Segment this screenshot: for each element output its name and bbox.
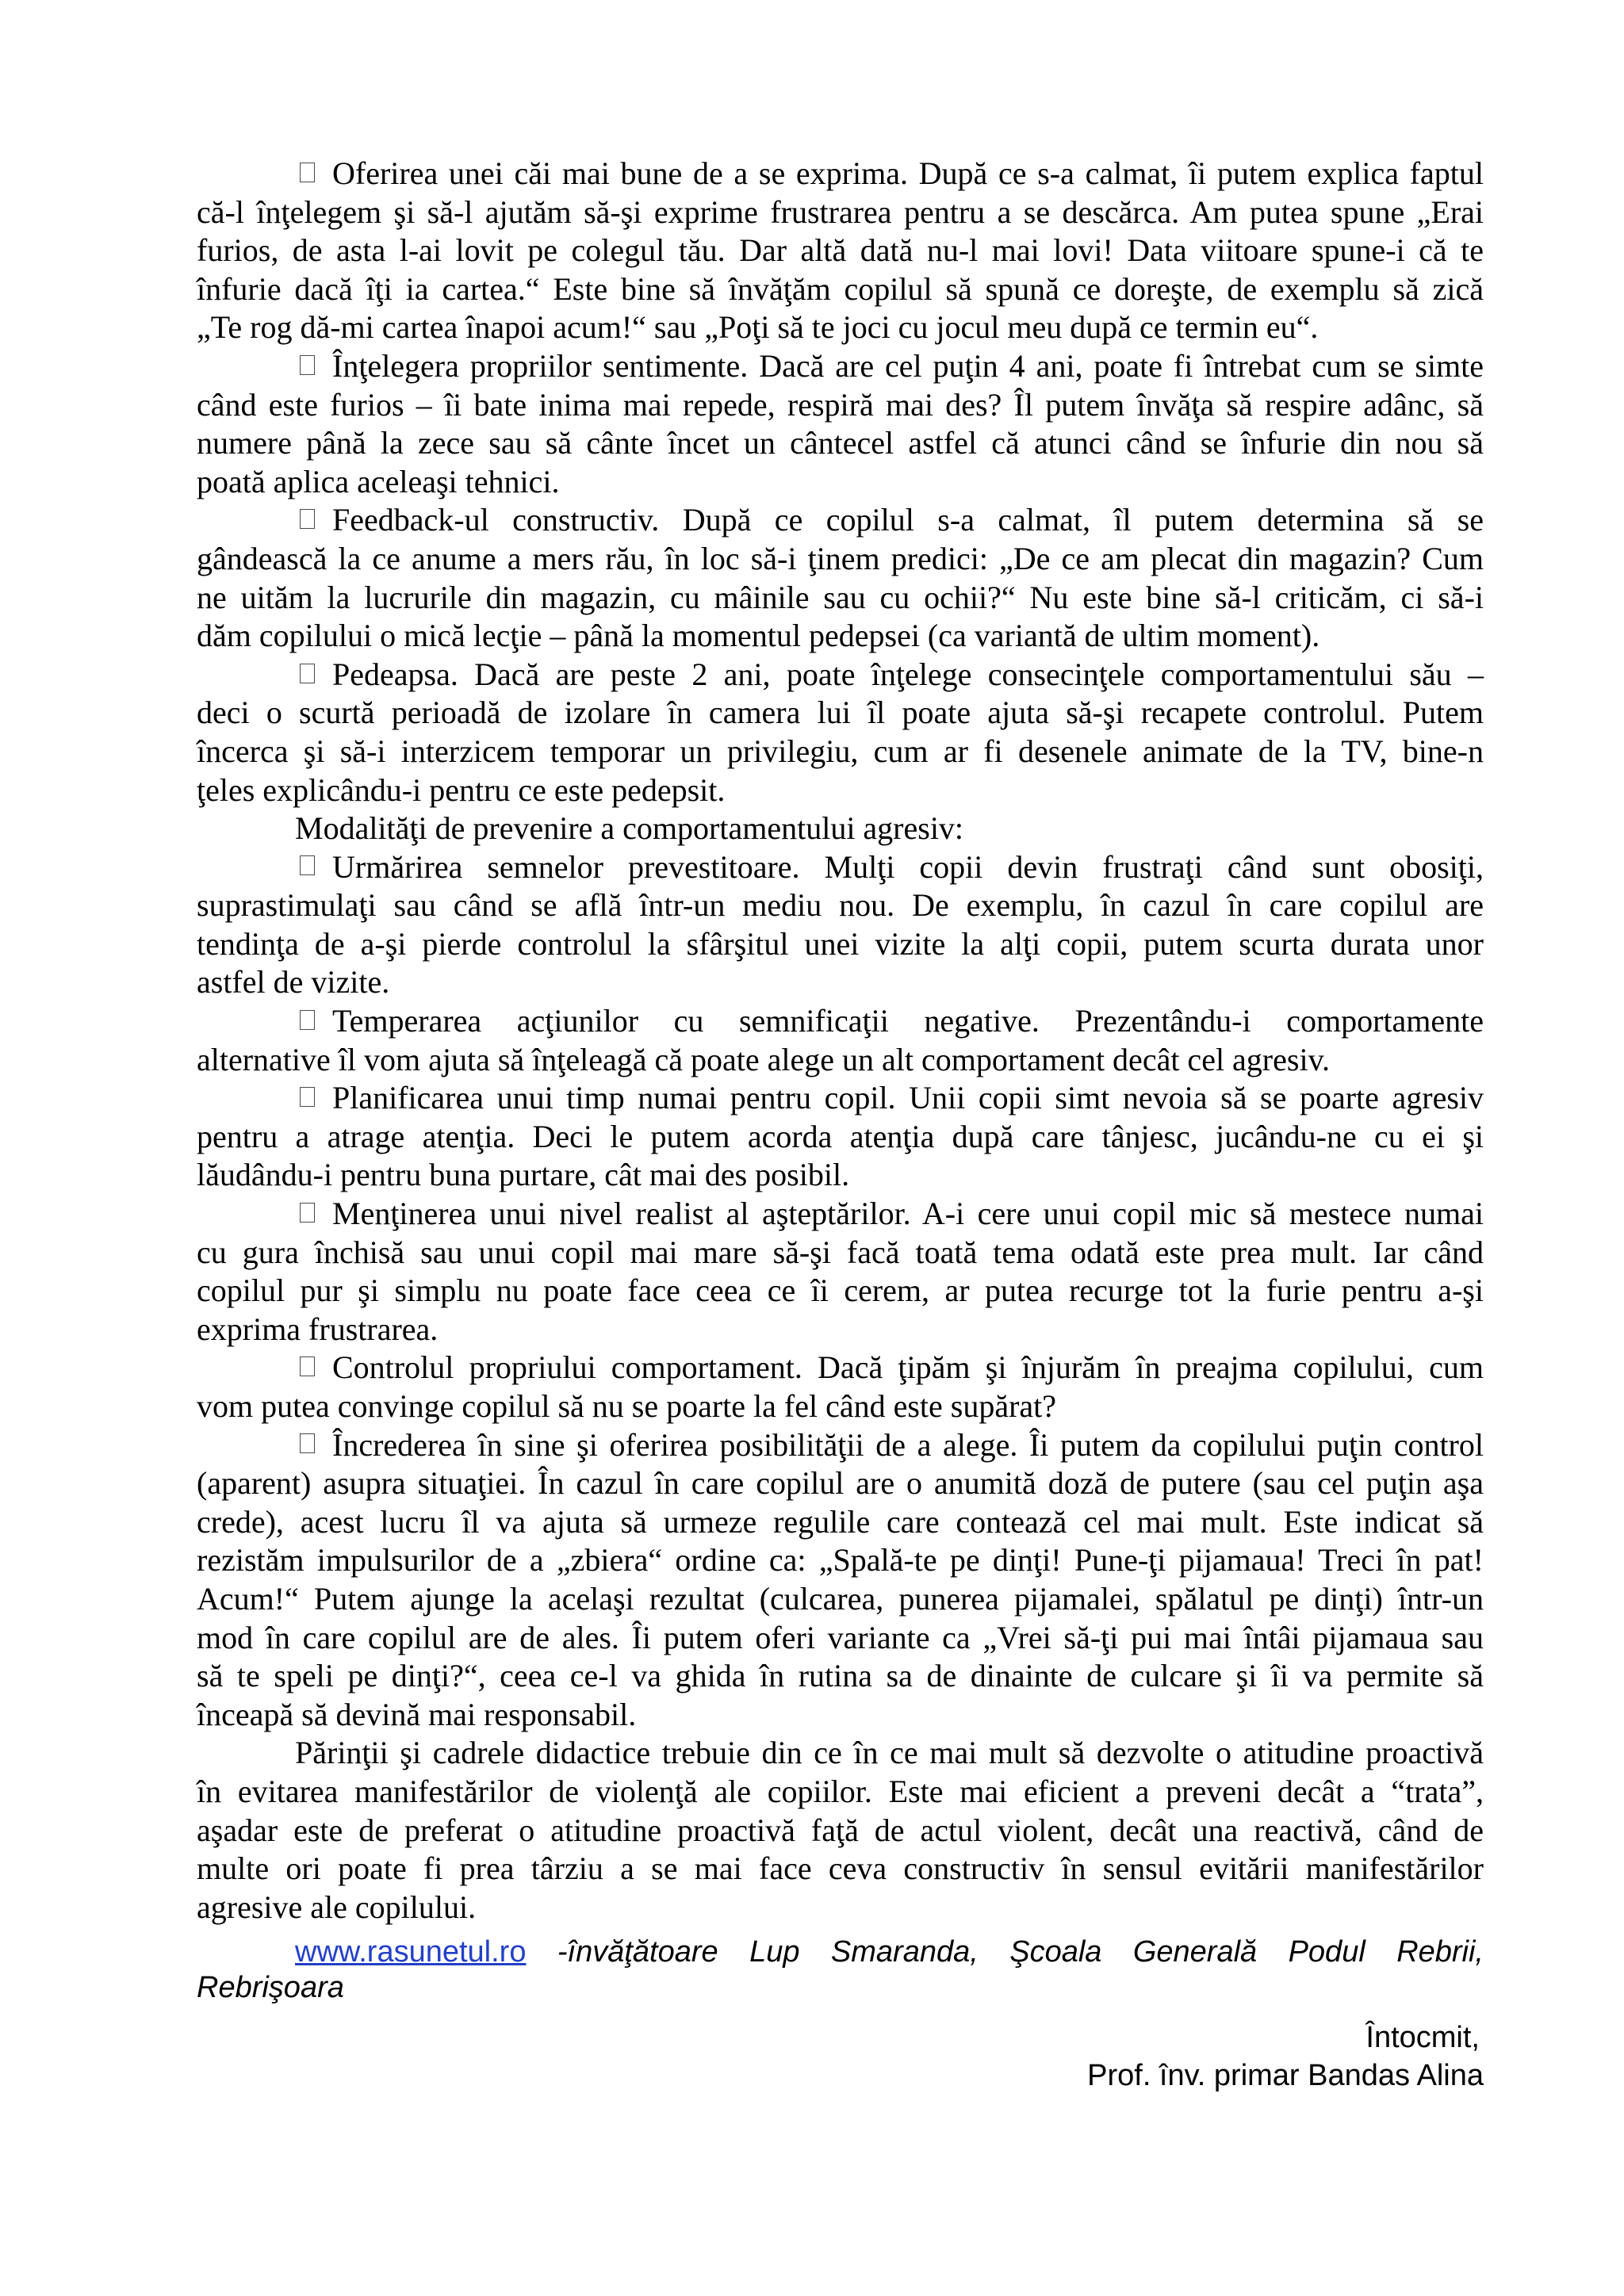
text-line: Părinţii şi cadrele didactice trebuie din ce în ce mai mult să dezvolte o atitudine proactivă: [295, 1735, 1484, 1771]
text-line: Încrederea în sine şi oferirea posibilităţii de a alege. Îi putem da copilului puţin control: [332, 1426, 1484, 1463]
text-line: înceapă să devină mai responsabil.: [197, 1696, 637, 1732]
paragraph-self-confidence: [197, 1426, 1484, 1735]
signature-label: Întocmit,: [1365, 2021, 1480, 2055]
bullet-line: [197, 1002, 1484, 1041]
text-line: că-l înţelegem şi să-l ajutăm să-şi exprime frustrarea pentru a se descărca. Am putea spune „Erai: [197, 193, 1484, 230]
bullet-box-icon: [300, 1357, 315, 1376]
bullet-line: [197, 347, 1484, 386]
document-body: [197, 155, 1484, 2095]
text-line: crede), acest lucru îl va ajuta să urmeze regulile care contează cel mai mult. Este indicat să: [197, 1503, 1484, 1540]
paragraph-understanding-feelings: [197, 347, 1484, 501]
bullet-line: [197, 1195, 1484, 1234]
bullet-line: [197, 1426, 1484, 1465]
text-line: rezistăm impulsurilor de a „zbiera“ ordine ca: „Spală-te pe dinţi! Pune-ţi pijamaua! Treci în pat!: [197, 1542, 1484, 1578]
text-line: copilul pur şi simplu nu poate face ceea ce îi cerem, ar putea recurge tot la furie pentru a-şi: [197, 1272, 1484, 1309]
text-line: vom putea convinge copilul să nu se poarte la fel când este supărat?: [197, 1388, 1057, 1424]
bullet-box-icon: [300, 1203, 315, 1223]
text-line: astfel de vizite.: [197, 964, 390, 1001]
text-line: Modalităţi de prevenire a comportamentului agresiv:: [295, 810, 964, 847]
text-line: Acum!“ Putem ajunge la acelaşi rezultat (culcarea, punerea pijamalei, spălatul pe dinţi) într-un: [197, 1580, 1484, 1617]
text-line: tendinţa de a-şi pierde controlul la sfârşitul unei vizite la alţi copii, putem scurta durata unor: [197, 925, 1484, 962]
text-line: Planificarea unui timp numai pentru copil. Unii copii simt nevoia să se poarte agresiv: [332, 1080, 1484, 1116]
signature-block: [197, 2019, 1484, 2095]
text-line: Feedback-ul constructiv. După ce copilul s-a calmat, îl putem determina să se: [332, 502, 1484, 538]
text-line: pentru a atrage atenţia. Deci le putem acorda atenţia după care tânjesc, jucându-ne cu ei şi: [197, 1118, 1484, 1154]
text-line: înfurie dacă îţi ia cartea.“ Este bine să învăţăm copilul să spună ce doreşte, de exemplu să zică: [197, 270, 1484, 307]
text-line: mod în care copilul are de ales. Îi putem oferi variante ca „Vrei să-ţi pui mai întâi pijamaua sau: [197, 1619, 1484, 1655]
text-line: în evitarea manifestărilor de violenţă ale copiilor. Este mai eficient a preveni decât a “trata”,: [197, 1773, 1484, 1809]
bullet-line: [197, 1349, 1484, 1387]
paragraph-self-control: [197, 1349, 1484, 1425]
text-line: poată aplica aceleaşi tehnici.: [197, 463, 560, 499]
text-line: gândească la ce anume a mers rău, în loc să-i ţinem predici: „De ce am plecat din magazin? Cum: [197, 540, 1484, 576]
bullet-box-icon: [300, 1010, 315, 1030]
bullet-box-icon: [300, 855, 315, 875]
bullet-line: [197, 656, 1484, 695]
bullet-box-icon: [300, 163, 315, 182]
paragraph-prevention-heading: [197, 809, 1484, 848]
text-line: încerca şi să-i interzicem temporar un privilegiu, cum ar fi desenele animate de la TV, bine-n: [197, 733, 1484, 769]
paragraph-constructive-feedback: [197, 501, 1484, 655]
paragraph-realistic-expectations: [197, 1195, 1484, 1349]
bullet-line: [197, 155, 1484, 193]
bullet-line: [197, 501, 1484, 540]
bullet-line: [197, 848, 1484, 887]
text-line: cu gura închisă sau unui copil mai mare să-şi facă toată tema odată este prea mult. Iar când: [197, 1234, 1484, 1270]
text-line: deci o scurtă perioadă de izolare în camera lui îl poate ajuta să-şi recapete controlul. Putem: [197, 695, 1484, 731]
text-line: lăudându-i pentru buna purtare, cât mai des posibil.: [197, 1157, 850, 1193]
bullet-box-icon: [300, 1087, 315, 1107]
text-line: „Te rog dă-mi cartea înapoi acum!“ sau „Poţi să te joci cu jocul meu după ce termin eu“.: [197, 309, 1319, 346]
text-line: Controlul propriului comportament. Dacă ţipăm şi înjurăm în preajma copilului, cum: [332, 1349, 1484, 1386]
text-line: Pedeapsa. Dacă are peste 2 ani, poate înţelege consecinţele comportamentului său –: [332, 656, 1484, 692]
text-line: dăm copilului o mică lecţie – până la momentul pedepsei (ca variantă de ultim moment).: [197, 618, 1320, 654]
paragraph-time-for-child: [197, 1079, 1484, 1195]
citation-line: [197, 1934, 1484, 1970]
text-line: alternative îl vom ajuta să înţeleagă că poate alege un alt comportament decât cel agresiv.: [197, 1041, 1330, 1077]
paragraph-better-expression: [197, 155, 1484, 347]
text-line: Urmărirea semnelor prevestitoare. Mulţi copii devin frustraţi când sunt obosiţi,: [332, 848, 1484, 885]
citation-line-location: Rebrişoara: [197, 1971, 344, 2005]
text-line: Temperarea acţiunilor cu semnificaţii negative. Prezentându-i comportamente: [332, 1003, 1484, 1039]
source-link[interactable]: www.rasunetul.ro: [295, 1935, 527, 1969]
text-line: numere până la zece sau să cânte încet un cântecel astfel că atunci când se înfurie din nou să: [197, 425, 1484, 461]
bullet-line: [197, 1079, 1484, 1118]
text-line: Menţinerea unui nivel realist al aşteptărilor. A-i cere unui copil mic să mestece numai: [332, 1196, 1484, 1232]
paragraph-punishment: [197, 656, 1484, 809]
bullet-box-icon: [300, 509, 315, 529]
text-line: aşadar este de preferat o atitudine proactivă faţă de actul violent, decât una reactivă, când de: [197, 1812, 1484, 1848]
text-line: să te speli pe dinţi?“, ceea ce-l va ghida în rutina sa de dinainte de culcare şi îi va permite să: [197, 1658, 1484, 1694]
paragraph-warning-signs: [197, 848, 1484, 1002]
bullet-box-icon: [300, 664, 315, 683]
text-line: Oferirea unei căi mai bune de a se exprima. După ce s-a calmat, îi putem explica faptul: [332, 155, 1484, 191]
text-line: exprima frustrarea.: [197, 1311, 439, 1347]
bullet-box-icon: [300, 355, 315, 375]
paragraph-conclusion: [197, 1734, 1484, 1927]
citation-author: -învăţătoare Lup Smaranda, Şcoala Generală Podul Rebrii,: [557, 1935, 1484, 1969]
text-line: agresive ale copilului.: [197, 1888, 477, 1925]
text-line: multe ori poate fi prea târziu a se mai face ceva constructiv în sensul evitării manifestărilor: [197, 1850, 1484, 1887]
text-line: Înţelegera propriilor sentimente. Dacă are cel puţin 4 ani, poate fi întrebat cum se simte: [332, 347, 1484, 384]
signature-name: Prof. înv. primar Bandas Alina: [1087, 2059, 1484, 2093]
text-line: suprastimulaţi sau când se află într-un mediu nou. De exemplu, în cazul în care copilul are: [197, 887, 1484, 924]
source-citation: [197, 1934, 1484, 2006]
text-line: (aparent) asupra situaţiei. În cazul în care copilul are o anumită doză de putere (sau cel puţin aşa: [197, 1465, 1484, 1502]
text-line: ţeles explicându-i pentru ce este pedepsit.: [197, 771, 726, 808]
paragraph-tempering-actions: [197, 1002, 1484, 1079]
text-line: ne uităm la lucrurile din magazin, cu mâinile sau cu ochii?“ Nu este bine să-l criticăm, ci să-i: [197, 579, 1484, 615]
text-line: furios, de asta l-ai lovit pe colegul tău. Dar altă dată nu-l mai lovi! Data viitoare spune-i că te: [197, 232, 1484, 269]
bullet-box-icon: [300, 1433, 315, 1453]
text-line: când este furios – îi bate inima mai repede, respiră mai des? Îl putem învăţa să respire adânc, să: [197, 386, 1484, 423]
